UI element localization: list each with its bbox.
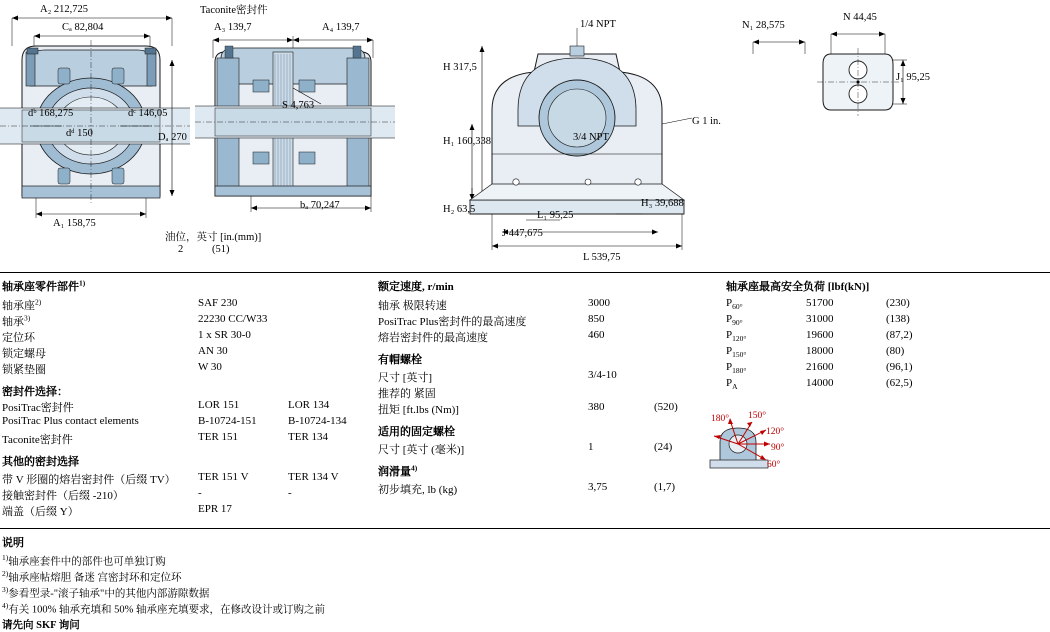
row-value: 19600 [806, 329, 834, 341]
dim-ca: Cₐ 82,804 [62, 22, 104, 33]
table-row: 接触密封件（后缀 -210） [2, 490, 124, 502]
row-value: 1 x SR 30-0 [198, 329, 251, 341]
row-value: 850 [588, 313, 605, 325]
row-sup: 3) [24, 313, 31, 323]
row-label: P [726, 329, 733, 341]
dim-da: Dₐ 270 [158, 132, 187, 143]
row-value: 1 [588, 441, 594, 453]
row-value: SAF 230 [198, 297, 238, 309]
row-value-2: (24) [654, 441, 673, 453]
other-seal-title: 其他的密封选择 [2, 456, 79, 468]
row-value: 22230 CC/W33 [198, 313, 268, 325]
note-item [2, 601, 325, 617]
row-value-2: (96,1) [886, 361, 913, 373]
table-row: 初步填充, lb (kg) [378, 484, 458, 496]
table-row: 尺寸 [英寸 (毫米)] [378, 444, 465, 456]
row-label: P [726, 361, 733, 373]
row-value-2: (1,7) [654, 481, 676, 493]
table-row [726, 361, 746, 375]
load-angle-60: 60° [767, 460, 781, 470]
table-row: PosiTrac密封件 [2, 402, 74, 414]
table-row: 熔岩密封件的最高速度 [378, 332, 488, 344]
row-label: 轴承座 [2, 300, 35, 312]
grease-title-sup: 4) [411, 463, 418, 473]
drawing-cross-section [0, 0, 190, 240]
note-final: 请先向 SKF 询问 [2, 620, 80, 631]
row-value: 3000 [588, 297, 610, 309]
table-row: 扭矩 [ft.lbs (Nm)] [378, 404, 459, 416]
row-value: B-10724-151 [198, 415, 257, 427]
row-value: LOR 151 [198, 399, 240, 411]
load-angle-180: 180° [711, 414, 730, 424]
dim-a3: A₃ 139,7 [214, 22, 252, 33]
row-value-2: TER 134 [288, 431, 329, 443]
table-row: 带 V 形圈的熔岩密封件（后缀 TV） [2, 474, 176, 486]
oil-level-mm: (51) [212, 244, 230, 255]
row-value: 14000 [806, 377, 834, 389]
divider-top [0, 272, 1050, 273]
note-sup: 2) [2, 569, 9, 578]
cap-bolt-title: 有帽螺栓 [378, 354, 422, 366]
note-text: 轴承座帖熔胆 备迷 宫密封环和定位环 [8, 572, 182, 584]
notes-title: 说明 [2, 537, 24, 549]
note-item [2, 553, 166, 569]
row-label: P [726, 377, 733, 389]
table-row: Taconite密封件 [2, 434, 73, 446]
dim-j1: J₁ 95,25 [896, 72, 930, 83]
table-row: 推荐的 紧固 [378, 388, 436, 400]
row-sub: 180° [732, 366, 747, 376]
note-sup: 4) [2, 601, 9, 610]
dim-a1: A₁ 158,75 [53, 218, 96, 229]
dim-g: G 1 in. [692, 116, 721, 127]
row-value-2: (80) [886, 345, 905, 357]
row-value-2: (520) [654, 401, 678, 413]
drawing-longitudinal-section [195, 18, 395, 223]
row-value: EPR 17 [198, 503, 232, 515]
load-angle-150: 150° [748, 411, 767, 421]
components-title [2, 278, 85, 294]
divider-bottom [0, 528, 1050, 529]
row-value: 3,75 [588, 481, 608, 493]
dim-dc: dᶜ 146,05 [128, 108, 168, 119]
table-row [726, 345, 746, 359]
components-title-text: 轴承座零件部件 [2, 281, 79, 293]
dim-dd: dᵈ 150 [66, 128, 93, 139]
row-value-2: (87,2) [886, 329, 913, 341]
table-row [2, 313, 30, 329]
table-row: 轴承 极限转速 [378, 300, 447, 312]
row-value: 460 [588, 329, 605, 341]
row-value: 31000 [806, 313, 834, 325]
components-title-sup: 1) [79, 278, 86, 288]
speed-title: 额定速度, r/min [378, 281, 454, 293]
dim-l: L 539,75 [583, 252, 621, 263]
dim-h1: H₁ 160,338 [443, 136, 491, 147]
dim-h3: H₃ 39,688 [641, 198, 684, 209]
table-row [726, 329, 746, 343]
npt-three-quarter-label: 3/4 NPT [573, 132, 609, 143]
grease-title-text: 润滑量 [378, 466, 411, 478]
table-row: PosiTrac Plus contact elements [2, 415, 139, 427]
row-value: 380 [588, 401, 605, 413]
row-label: 轴承 [2, 316, 24, 328]
dim-s: S 4,763 [282, 100, 315, 111]
dim-n: N 44,45 [843, 12, 877, 23]
row-value-2: (62,5) [886, 377, 913, 389]
table-row: 尺寸 [英寸] [378, 372, 433, 384]
row-value: 51700 [806, 297, 834, 309]
row-value: TER 151 [198, 431, 239, 443]
table-row [726, 377, 738, 391]
row-sub: A [732, 382, 738, 392]
note-sup: 1) [2, 553, 9, 562]
dim-h: H 317,5 [443, 62, 477, 73]
npt-quarter-label: 1/4 NPT [580, 19, 616, 30]
row-sub: 90° [732, 318, 743, 328]
dim-db: dᵇ 168,275 [28, 108, 74, 119]
table-row: 锁定螺母 [2, 348, 46, 360]
row-value-2: (230) [886, 297, 910, 309]
row-sub: 150° [732, 350, 747, 360]
row-value-2: TER 134 V [288, 471, 339, 483]
grease-title [378, 463, 417, 479]
table-row [2, 297, 41, 313]
note-text: 参看型录-"滚子轴承"中的其他内部游隙数据 [8, 588, 210, 600]
dim-a2: A₂ 212,725 [40, 4, 88, 15]
load-angle-90: 90° [771, 443, 785, 453]
dim-j: J 447,675 [502, 228, 543, 239]
fixing-bolt-title: 适用的固定螺栓 [378, 426, 455, 438]
dim-l1: L₁ 95,25 [537, 210, 574, 221]
oil-level-in: 2 [178, 244, 184, 255]
table-row: PosiTrac Plus密封件的最高速度 [378, 316, 527, 328]
row-value: 3/4-10 [588, 369, 617, 381]
row-sub: 120° [732, 334, 747, 344]
dim-ba: bₐ 70,247 [300, 200, 340, 211]
table-row: 锁紧垫圈 [2, 364, 46, 376]
row-value: AN 30 [198, 345, 228, 357]
load-angle-120: 120° [766, 427, 785, 437]
row-value-2: B-10724-134 [288, 415, 347, 427]
table-row [726, 297, 743, 311]
row-value: 21600 [806, 361, 834, 373]
oil-level-label: 油位，英寸 [in.(mm)] [165, 232, 262, 243]
drawing-base-plan [735, 20, 915, 140]
row-label: P [726, 345, 733, 357]
row-value: W 30 [198, 361, 222, 373]
row-value-2: - [288, 487, 292, 499]
row-value: TER 151 V [198, 471, 249, 483]
row-value: - [198, 487, 202, 499]
dim-n1: N₁ 28,575 [742, 20, 785, 31]
taconite-seal-label: Taconite密封件 [200, 5, 268, 16]
table-row: 定位环 [2, 332, 35, 344]
seal-options-title: 密封件选择： [2, 386, 68, 398]
table-row [726, 313, 743, 327]
row-sub: 60° [732, 302, 743, 312]
safe-load-title: 轴承座最高安全负荷 [lbf(kN)] [726, 281, 870, 293]
dim-h2: H₂ 63,5 [443, 204, 476, 215]
row-label: P [726, 313, 733, 325]
table-row: 端盖（后缀 Y） [2, 506, 79, 518]
row-sup: 2) [35, 297, 42, 307]
row-label: P [726, 297, 733, 309]
note-sup: 3) [2, 585, 9, 594]
note-text: 有关 100% 轴承充填和 50% 轴承座充填要求，在修改设计或订购之前 [8, 604, 325, 616]
note-item [2, 585, 209, 601]
row-value-2: LOR 134 [288, 399, 330, 411]
row-value: 18000 [806, 345, 834, 357]
dim-a4: A₄ 139,7 [322, 22, 360, 33]
note-text: 轴承座套件中的部件也可单独订购 [8, 556, 166, 568]
note-item [2, 569, 182, 585]
row-value-2: (138) [886, 313, 910, 325]
